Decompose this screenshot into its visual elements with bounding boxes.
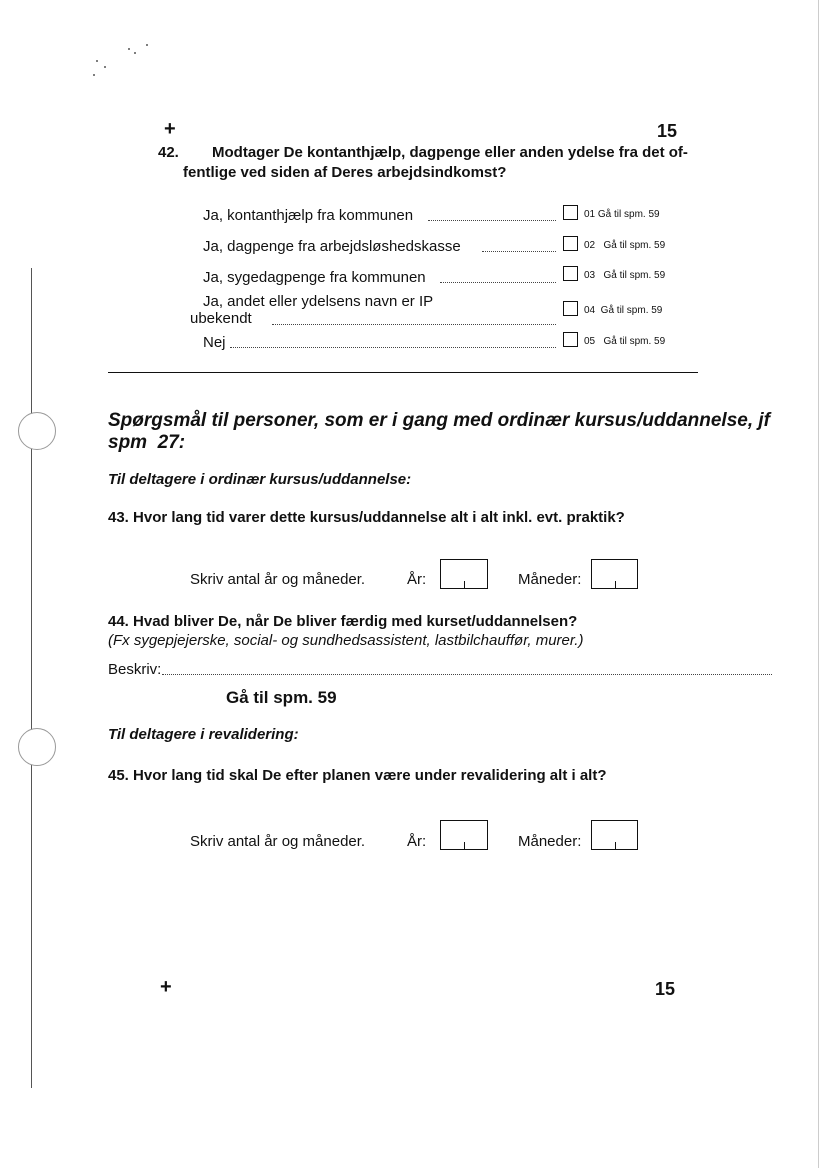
registration-plus-bottom: + xyxy=(160,976,172,998)
q45-text: 45. Hvor lang tid skal De efter planen være under revalidering alt i alt? xyxy=(108,767,607,784)
q42-option-label: ubekendt xyxy=(190,310,252,327)
q43-text: 43. Hvor lang tid varer dette kursus/uddannelse alt i alt inkl. evt. praktik? xyxy=(108,509,625,526)
q42-option-label: Ja, dagpenge fra arbejdsløshedskasse xyxy=(203,238,461,255)
dot-leader xyxy=(428,220,556,221)
q42-option-code: 04 Gå til spm. 59 xyxy=(584,305,663,316)
q43-years-label: År: xyxy=(407,571,427,588)
page-number-top: 15 xyxy=(657,121,678,141)
q45-years-input[interactable] xyxy=(440,820,488,850)
q42-option-code: 01 Gå til spm. 59 xyxy=(584,209,660,220)
q44-goto: Gå til spm. 59 xyxy=(226,688,337,707)
q43-write-label: Skriv antal år og måneder. xyxy=(190,571,366,588)
punch-hole xyxy=(18,412,56,450)
q42-text-line1: Modtager De kontanthjælp, dagpenge eller anden ydelse fra det of- xyxy=(212,144,688,161)
q43-years-input[interactable] xyxy=(440,559,488,589)
q42-checkbox-05[interactable] xyxy=(563,332,578,347)
dot-leader xyxy=(440,282,556,283)
scan-speck xyxy=(128,48,130,50)
q45-months-input[interactable] xyxy=(591,820,638,850)
q42-option-label: Nej xyxy=(203,334,226,351)
q42-checkbox-04[interactable] xyxy=(563,301,578,316)
q42-option-code: 02 Gå til spm. 59 xyxy=(584,240,666,251)
dot-leader xyxy=(272,324,556,325)
q42-option-label: Ja, kontanthjælp fra kommunen xyxy=(203,207,414,224)
section-title-line1: Spørgsmål til personer, som er i gang med ordinær kursus/uddannelse, jf xyxy=(108,410,770,431)
scan-speck xyxy=(93,74,95,76)
q44-text: 44. Hvad bliver De, når De bliver færdig med kurset/uddannelsen? xyxy=(108,613,578,630)
scan-speck xyxy=(96,60,98,62)
punch-hole xyxy=(18,728,56,766)
scan-speck xyxy=(134,52,136,54)
q43-months-label: Måneder: xyxy=(518,571,582,588)
subheading-ordinary-course: Til deltagere i ordinær kursus/uddannelse: xyxy=(108,471,412,488)
scan-speck xyxy=(146,44,148,46)
dot-leader xyxy=(230,347,556,348)
q45-write-label: Skriv antal år og måneder. xyxy=(190,833,366,850)
q44-examples: (Fx sygepjejerske, social- og sundhedsassistent, lastbilchauffør, murer.) xyxy=(108,632,584,649)
q42-number: 42. xyxy=(158,144,179,161)
scan-speck xyxy=(104,66,106,68)
q42-option-code: 03 Gå til spm. 59 xyxy=(584,270,666,281)
q42-checkbox-03[interactable] xyxy=(563,266,578,281)
q44-describe-label: Beskriv: xyxy=(108,661,162,678)
registration-plus-top: + xyxy=(164,118,176,140)
q44-describe-field[interactable] xyxy=(162,674,772,675)
binder-margin-line xyxy=(31,268,32,1088)
right-edge-line xyxy=(818,0,819,1168)
q42-option-code: 05 Gå til spm. 59 xyxy=(584,336,666,347)
q42-checkbox-01[interactable] xyxy=(563,205,578,220)
q42-checkbox-02[interactable] xyxy=(563,236,578,251)
page-number-bottom: 15 xyxy=(655,979,676,999)
section-title-line2: spm 27: xyxy=(108,432,186,453)
dot-leader xyxy=(482,251,556,252)
q42-text-line2: fentlige ved siden af Deres arbejdsindkomst? xyxy=(183,164,507,181)
subheading-rehabilitation: Til deltagere i revalidering: xyxy=(108,726,299,743)
q45-years-label: År: xyxy=(407,833,427,850)
q42-option-label: Ja, andet eller ydelsens navn er IP xyxy=(203,293,434,310)
section-divider xyxy=(108,372,698,373)
q45-months-label: Måneder: xyxy=(518,833,582,850)
q42-option-label: Ja, sygedagpenge fra kommunen xyxy=(203,269,426,286)
q43-months-input[interactable] xyxy=(591,559,638,589)
